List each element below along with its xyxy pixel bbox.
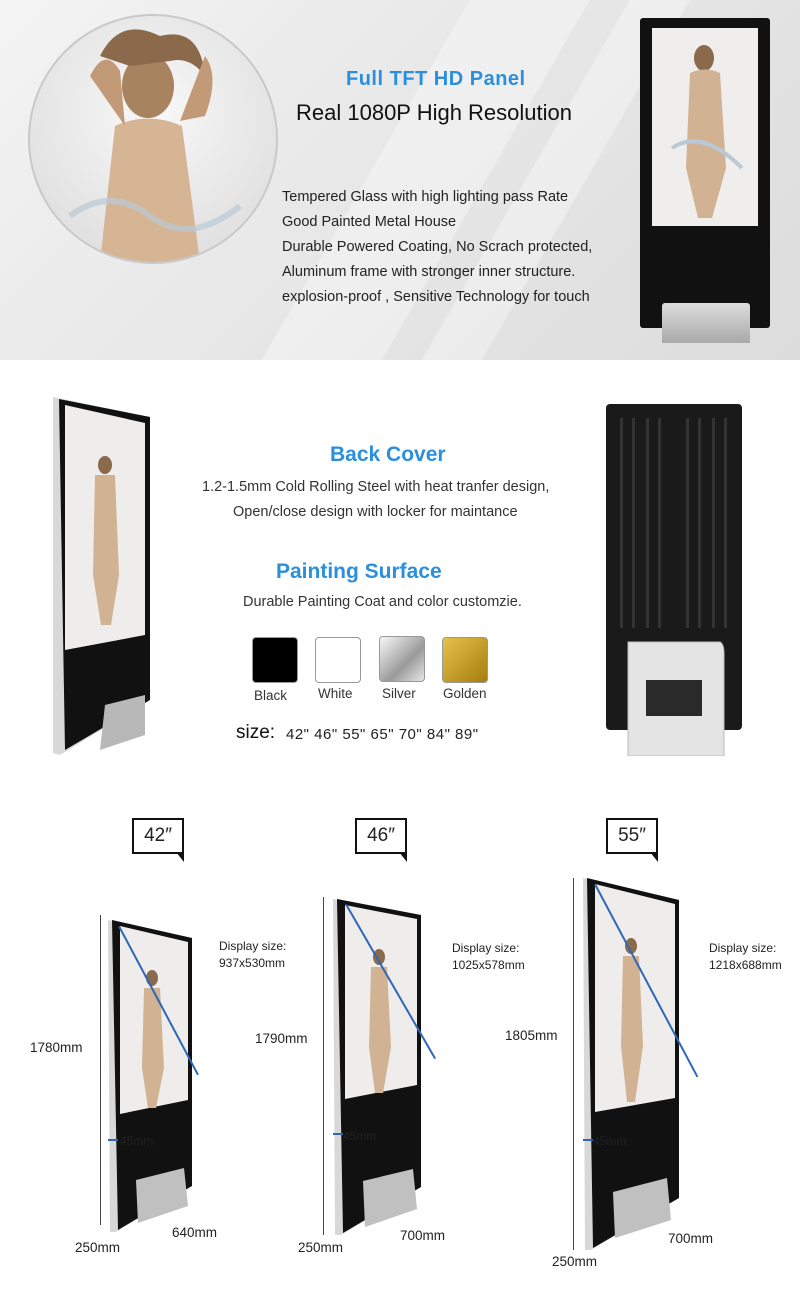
feature-item: explosion-proof , Sensitive Technology for touch (282, 289, 590, 305)
color-swatch-white[interactable] (315, 637, 361, 683)
width-dimension: 700mm (400, 1228, 446, 1243)
size-badge-46: 46″ (355, 818, 407, 854)
display-size-label: Display size: (452, 941, 520, 955)
height-dimension-line (573, 878, 574, 1250)
display-size-value: 937x530mm (219, 956, 286, 970)
depth-dimension: 250mm (298, 1240, 344, 1255)
kiosk-side-image (45, 395, 155, 765)
model-photo-circle (28, 14, 278, 264)
kiosk-42-image (108, 918, 200, 1234)
thickness-dimension: 45mm (343, 1129, 377, 1143)
kiosk-back-image (606, 404, 742, 756)
thickness-dimension: 45mm (593, 1134, 627, 1148)
depth-dimension: 250mm (75, 1240, 121, 1255)
kiosk-screen (652, 28, 758, 226)
model-figure-image (30, 16, 276, 262)
kiosk-55-image (583, 876, 683, 1252)
color-label: Golden (443, 686, 487, 701)
hero-subtitle: Real 1080P High Resolution (296, 100, 572, 125)
height-dimension: 1805mm (505, 1028, 558, 1043)
display-size-value: 1218x688mm (709, 958, 782, 972)
thickness-marker (333, 1133, 343, 1135)
width-dimension: 640mm (172, 1225, 218, 1240)
height-dimension: 1780mm (30, 1040, 83, 1055)
color-label: Silver (382, 686, 416, 701)
display-size-label: Display size: (219, 939, 287, 953)
feature-item: Tempered Glass with high lighting pass Rate (282, 189, 569, 205)
color-swatch-golden[interactable] (442, 637, 488, 683)
back-cover-title: Back Cover (330, 443, 446, 466)
hero-title: Full TFT HD Panel (346, 68, 526, 90)
size-values: 42" 46" 55" 65" 70" 84" 89" (286, 726, 479, 743)
size-badge-55: 55″ (606, 818, 658, 854)
painting-surface-text: Durable Painting Coat and color customzie. (243, 594, 522, 610)
feature-item: Aluminum frame with stronger inner structure. (282, 264, 576, 280)
display-size-label: Display size: (709, 941, 777, 955)
display-size-value: 1025x578mm (452, 958, 525, 972)
painting-surface-title: Painting Surface (276, 560, 442, 583)
thickness-dimension: 45mm (120, 1134, 154, 1148)
depth-dimension: 250mm (552, 1254, 598, 1269)
color-label: White (318, 686, 353, 701)
back-cover-text: 1.2-1.5mm Cold Rolling Steel with heat tranfer design, (202, 479, 550, 495)
color-swatch-black[interactable] (252, 637, 298, 683)
height-dimension-line (323, 897, 324, 1235)
kiosk-46-image (333, 897, 429, 1237)
hero-banner (0, 0, 800, 360)
color-label: Black (254, 688, 288, 703)
thickness-marker (583, 1139, 593, 1141)
height-dimension-line (100, 915, 101, 1225)
kiosk-front-image (640, 18, 770, 328)
width-dimension: 700mm (668, 1231, 714, 1246)
back-cover-text: Open/close design with locker for maintance (233, 504, 518, 520)
height-dimension: 1790mm (255, 1031, 308, 1046)
kiosk-base (662, 303, 750, 343)
size-badge-42: 42″ (132, 818, 184, 854)
feature-item: Durable Powered Coating, No Scrach protected, (282, 239, 593, 255)
feature-item: Good Painted Metal House (282, 214, 457, 230)
thickness-marker (108, 1139, 118, 1141)
size-label: size: (236, 722, 276, 743)
color-swatch-silver[interactable] (379, 636, 425, 682)
